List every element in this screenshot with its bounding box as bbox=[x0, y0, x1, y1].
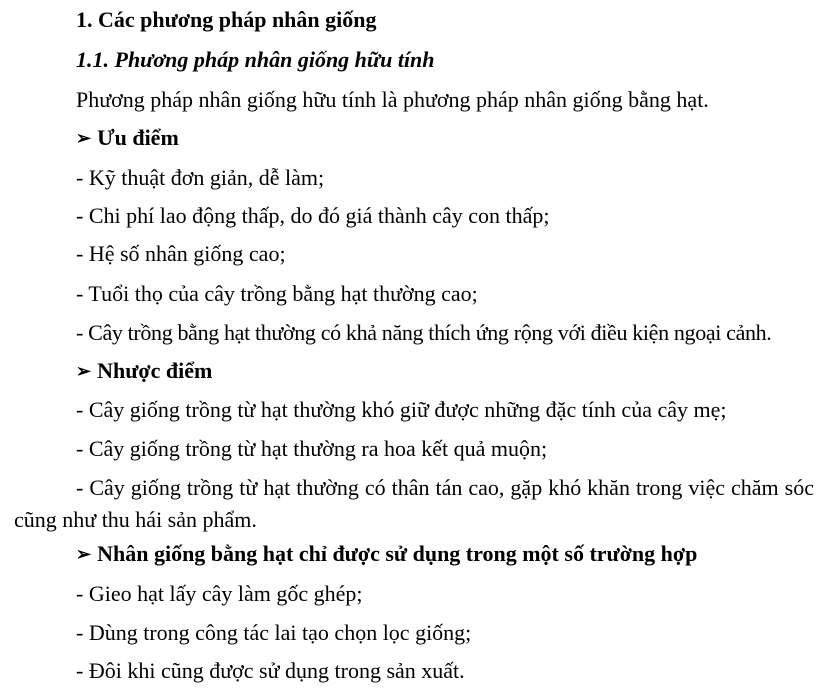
advantage-item: - Tuổi thọ của cây trồng bằng hạt thường cao; bbox=[76, 281, 478, 306]
advantage-item: - Hệ số nhân giống cao; bbox=[76, 241, 286, 266]
disadvantages-title: Nhược điểm bbox=[97, 358, 213, 383]
heading-1: 1. Các phương pháp nhân giống bbox=[76, 7, 377, 32]
disadvantage-item: - Cây giống trồng từ hạt thường ra hoa kết quả muộn; bbox=[76, 436, 548, 461]
advantage-item: - Kỹ thuật đơn giản, dễ làm; bbox=[76, 165, 325, 190]
intro-paragraph: Phương pháp nhân giống hữu tính là phương pháp nhân giống bằng hạt. bbox=[76, 87, 709, 112]
arrow-bullet-icon: ➢ bbox=[76, 128, 92, 148]
advantage-item: - Chi phí lao động thấp, do đó giá thành cây con thấp; bbox=[76, 203, 550, 228]
advantages-title-row bbox=[76, 125, 179, 151]
arrow-bullet-icon: ➢ bbox=[76, 361, 92, 381]
heading-1-1: 1.1. Phương pháp nhân giống hữu tính bbox=[76, 47, 435, 72]
usage-title: Nhân giống bằng hạt chỉ được sử dụng trong một số trường hợp bbox=[97, 541, 698, 566]
usage-title-row bbox=[76, 541, 697, 567]
advantage-item: - Cây trồng bằng hạt thường có khả năng thích ứng rộng với điều kiện ngoại cảnh. bbox=[76, 320, 772, 345]
usage-item: - Dùng trong công tác lai tạo chọn lọc giống; bbox=[76, 620, 472, 645]
advantages-title: Ưu điểm bbox=[97, 125, 179, 150]
disadvantages-title-row bbox=[76, 358, 212, 384]
arrow-bullet-icon: ➢ bbox=[76, 544, 92, 564]
disadvantage-item: - Cây giống trồng từ hạt thường khó giữ được những đặc tính của cây mẹ; bbox=[76, 397, 727, 422]
disadvantage-item: - Cây giống trồng từ hạt thường có thân tán cao, gặp khó khăn trong việc chăm sóc cũng như thu hái sản phẩm. bbox=[14, 475, 814, 532]
usage-item: - Gieo hạt lấy cây làm gốc ghép; bbox=[76, 581, 363, 606]
usage-item: - Đôi khi cũng được sử dụng trong sản xuất. bbox=[76, 658, 465, 683]
